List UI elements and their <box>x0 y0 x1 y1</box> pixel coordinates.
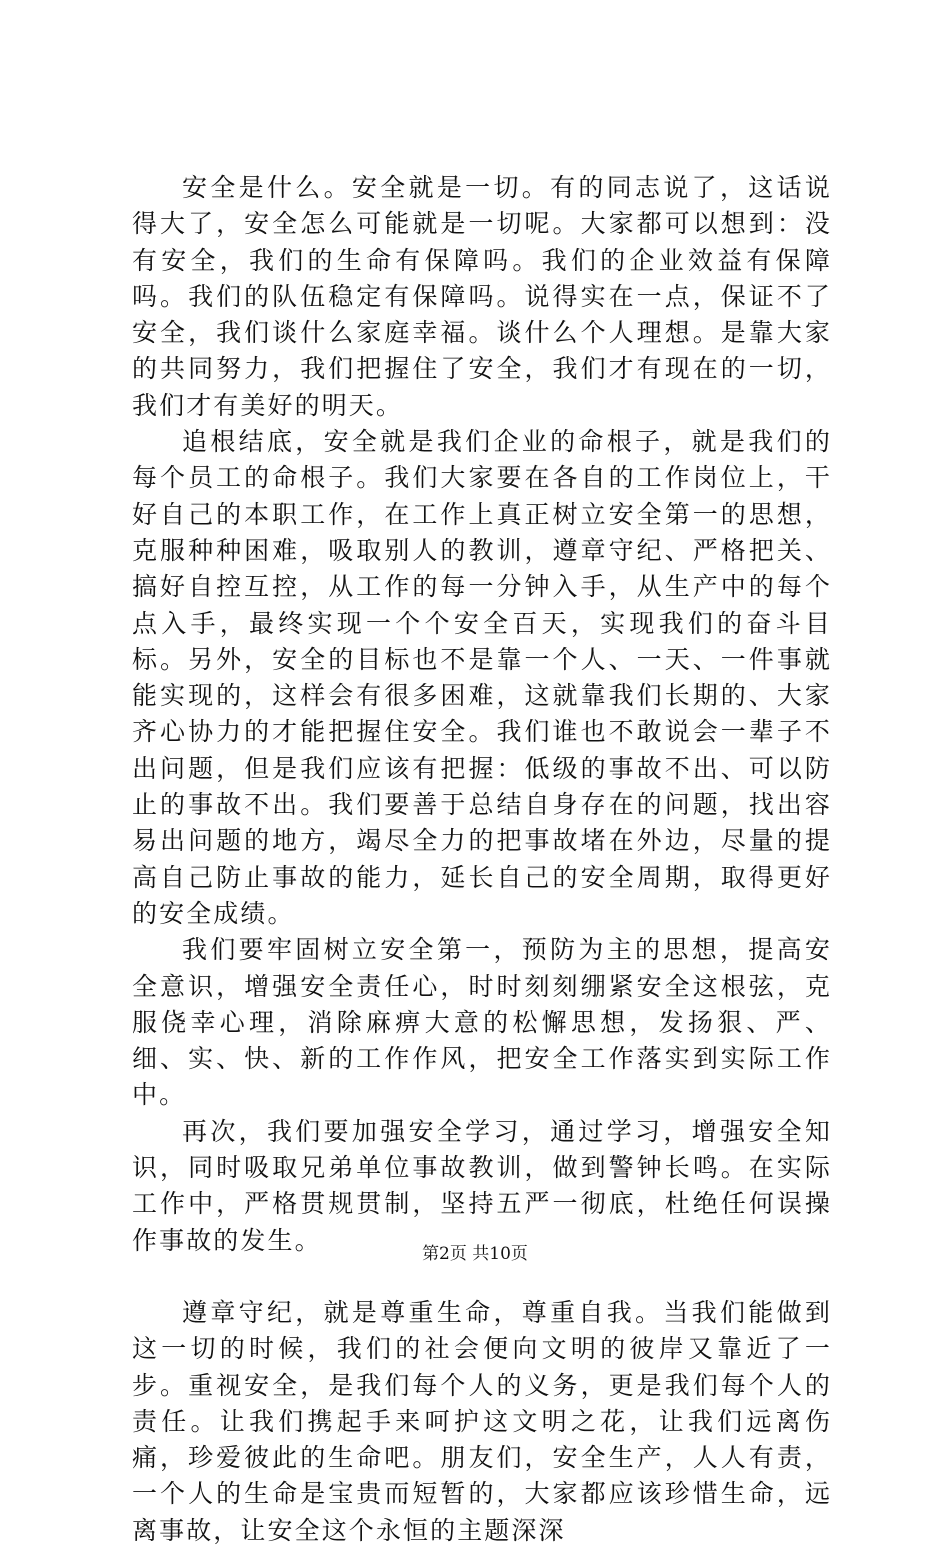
paragraph-root-of-enterprise: 追根结底，安全就是我们企业的命根子，就是我们的每个员工的命根子。我们大家要在各自的工作岗位上，干好自己的本职工作，在工作上真正树立安全第一的思想，克服种种困难，吸取别人的教训，遵章守纪、严格把关、搞好自控互控，从工作的每一分钟入手，从生产中的每个点入手，最终实现一个个安全百天，实现我们的奋斗目标。另外，安全的目标也不是靠一个人、一天、一件事就能实现的，这样会有很多困难，这就靠我们长期的、大家齐心协力的才能把握住安全。我们谁也不敢说会一辈子不出问题，但是我们应该有把握：低级的事故不出、可以防止的事故不出。我们要善于总结自身存在的问题，找出容易出问题的地方，竭尽全力的把事故堵在外边，尽量的提高自己防止事故的能力，延长自己的安全周期，取得更好的安全成绩。 <box>132 427 832 928</box>
paragraph-respect-life: 遵章守纪，就是尊重生命，尊重自我。当我们能做到这一切的时候，我们的社会便向文明的彼岸又靠近了一步。重视安全，是我们每个人的义务，更是我们每个人的责任。让我们携起手来呵护这文明之花，让我们远离伤痛，珍爱彼此的生命吧。朋友们，安全生产，人人有责，一个人的生命是宝贵而短暂的，大家都应该珍惜生命，远离事故，让安全这个永恒的主题深深 <box>132 1297 832 1545</box>
paragraph-safety-first: 我们要牢固树立安全第一，预防为主的思想，提高安全意识，增强安全责任心，时时刻刻绷紧安全这根弦，克服侥幸心理，消除麻痹大意的松懈思想，发扬狠、严、细、实、快、新的工作作风，把安全工作落实到实际工作中。 <box>132 935 832 1110</box>
paragraph-safety-is-everything: 安全是什么。安全就是一切。有的同志说了，这话说得大了，安全怎么可能就是一切呢。大家都可以想到：没有安全，我们的生命有保障吗。我们的企业效益有保障吗。我们的队伍稳定有保障吗。说得实在一点，保证不了安全，我们谈什么家庭幸福。谈什么个人理想。是靠大家的共同努力，我们把握住了安全，我们才有现在的一切，我们才有美好的明天。 <box>132 173 832 420</box>
document-body <box>132 170 832 1549</box>
paragraph-safety-learning: 再次，我们要加强安全学习，通过学习，增强安全知识，同时吸取兄弟单位事故教训，做到警钟长鸣。在实际工作中，严格贯规贯制，坚持五严一彻底，杜绝任何误操作事故的发生。 <box>132 1116 832 1255</box>
page-number-footer: 第2页 共10页 <box>422 1244 528 1264</box>
